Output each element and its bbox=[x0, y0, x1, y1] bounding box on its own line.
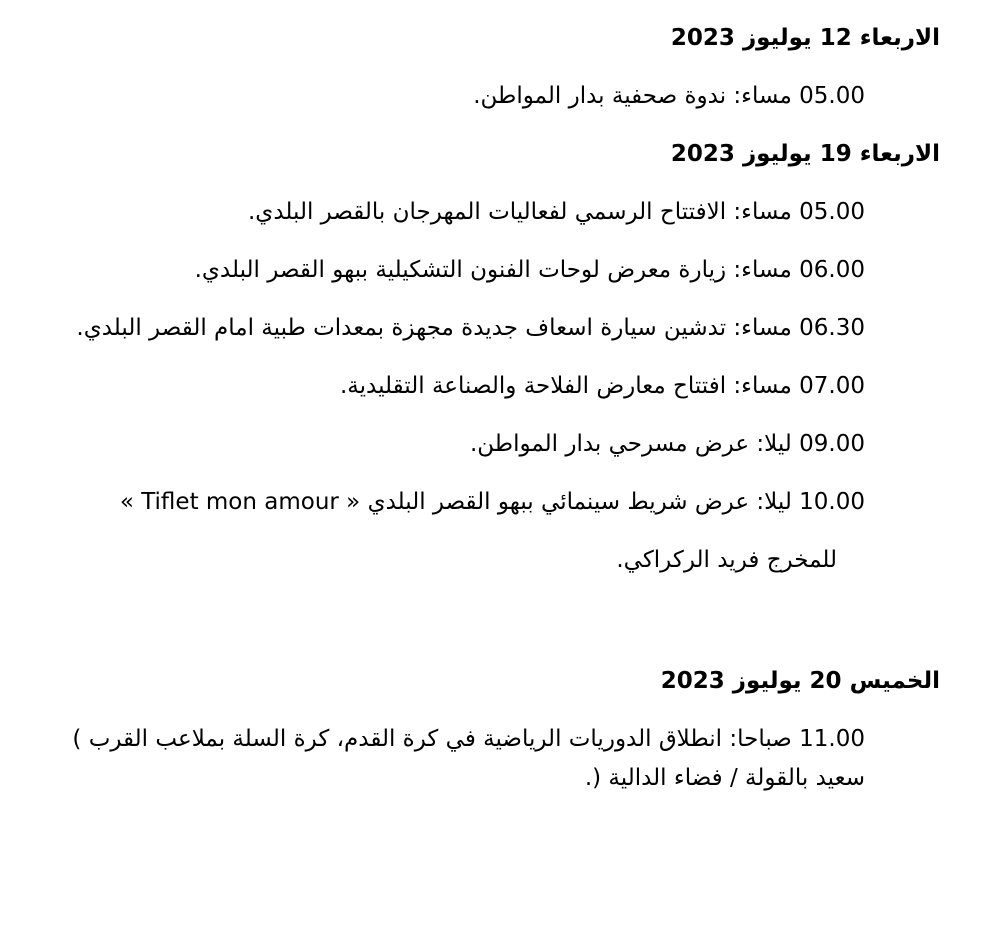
event-line-cinema-tiflet-mon-amour: 10.00 ليلا: عرض شريط سينمائي ببهو القصر البلدي « Tiflet mon amour » bbox=[119, 489, 865, 515]
event-line: 06.30 مساء: تدشين سيارة اسعاف جديدة مجهزة بمعدات طبية امام القصر البلدي. bbox=[76, 315, 865, 341]
event-line-wrapped-part-2: سعيد بالقولة / فضاء الدالية ‎)‎. bbox=[584, 765, 865, 791]
event-line: 05.00 مساء: ندوة صحفية بدار المواطن. bbox=[473, 83, 865, 109]
event-line: 09.00 ليلا: عرض مسرحي بدار المواطن. bbox=[469, 431, 865, 457]
blank-paragraph-spacer bbox=[0, 603, 995, 666]
date-heading-wed-12-july: الاربعاء 12 يوليوز 2023 bbox=[670, 25, 940, 51]
event-continuation-line: للمخرج فريد الركراكي. bbox=[616, 547, 837, 573]
event-line: 07.00 مساء: افتتاح معارض الفلاحة والصناعة التقليدية. bbox=[340, 373, 865, 399]
event-line-wrapped-part-1: 11.00 صباحا: انطلاق الدوريات الرياضية في كرة القدم، كرة السلة بملاعب القرب ‎(‎ bbox=[72, 726, 865, 752]
event-line: 06.00 مساء: زيارة معرض لوحات الفنون التشكيلية ببهو القصر البلدي. bbox=[194, 257, 865, 283]
date-heading-thu-20-july: الخميس 20 يوليوز 2023 bbox=[660, 668, 940, 694]
event-line: 05.00 مساء: الافتتاح الرسمي لفعاليات المهرجان بالقصر البلدي. bbox=[248, 199, 865, 225]
date-heading-wed-19-july: الاربعاء 19 يوليوز 2023 bbox=[670, 141, 940, 167]
